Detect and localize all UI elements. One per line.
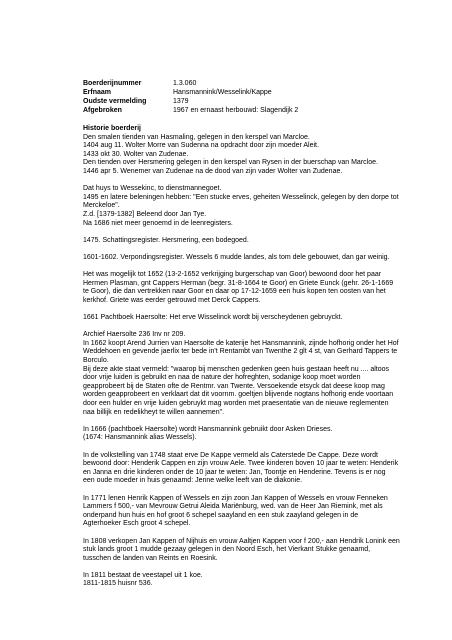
- text-line: Bij deze akte staat vermeld: "waarop bij menschen gedenken geen huis gestaan heeft nu .... altoos: [83, 365, 390, 373]
- document-content: [83, 80, 400, 598]
- text-line: naa billijk en redelikheyt te willen aannemen".: [83, 408, 225, 416]
- text-line: 1446 apr 5. Wenemer van Zudenae na de dood van zijn vader Wolter van Zudenae.: [83, 167, 343, 175]
- text-line: In 1666 (pachtboek Haersolte) wordt Hansmannink gebruikt door Asken Drieses.: [83, 425, 333, 433]
- section-heading: Historie boerderij: [83, 125, 141, 132]
- text-line: 1404 aug 11. Wolter Morre van Sudenna na opdracht door zijn moeder Aleit.: [83, 142, 319, 150]
- farm-metadata: [83, 80, 373, 116]
- text-line: en Janna en drie kinderen onder de 10 jaar te weten: Jan, Toontje en Henderine. Tevens is er nog: [83, 468, 386, 476]
- text-line: Agterhoeker Esch groot 4 schepel.: [83, 520, 191, 528]
- text-line: Weddehoen en gevende jaerlix ter bede in't Rentambt van Twenthe 2 glt 4 st, van Gerhard Tappers te: [83, 348, 398, 356]
- paragraph: [83, 426, 373, 443]
- paragraph: [83, 133, 378, 177]
- paragraph: [83, 185, 399, 228]
- paragraph: [83, 451, 399, 486]
- text-line: bewoond door: Henderik Cappen en zijn vrouw Aele. Twee kinderen boven 10 jaar te weten: Henderik: [83, 460, 399, 468]
- text-line: onderpand hun huis en hof groot 6 schepel saayland en een stuk zaayland gelegen in de: [83, 511, 359, 519]
- text-line: Z.d. [1379-1382] Beleend door Jan Tye.: [83, 210, 207, 218]
- text-line: (1674: Hansmannink alias Wessels).: [83, 434, 197, 442]
- text-line: 1811-1815 huisnr 536.: [83, 580, 153, 588]
- text-line: Lammers f 500,- van Mevrouw Getrui Aleida Mariënburg, wed. van de Heer Jan Riemink, met als: [83, 503, 383, 511]
- metadata-value: 1967 en ernaast herbouwd: Slagendijk 2: [173, 107, 299, 114]
- text-line: door een hulder en vrije luiden gebruykt mag worden met praesentatie van de nieuwe reglementen: [83, 400, 389, 407]
- text-line: 1601-1602. Verpondingsregister. Wessels 6 mudde landes, als tom dele gebouwet, dan gar weinig.: [83, 253, 390, 261]
- text-line: worden geapprobeert en verklaart dat dit voornm. goeltjen blijvende nogtans hofhorig ende voortaan: [83, 391, 394, 399]
- text-line: Hermen Plasman, gnt Cappers Herman (begr. 31-8-1664 te Goor) en Griete Eunck (gehr. 26-1-1669: [83, 279, 394, 287]
- paragraph: [83, 271, 394, 305]
- text-line: Den smalen tienden van Hasmaling, gelegen in den kerspel van Marcloe.: [83, 133, 310, 141]
- paragraph: [83, 314, 373, 323]
- paragraph: [83, 537, 400, 564]
- paragraph: [83, 253, 390, 263]
- text-line: In 1808 verkopen Jan Kappen of Nijhuis en vrouw Aaltjen Kappen voor f 200,- aan Hendrik Lonink een: [83, 537, 400, 545]
- metadata-row: [83, 107, 373, 116]
- metadata-row: [83, 89, 373, 98]
- paragraph: [83, 572, 373, 589]
- text-line: tusschen de landen van Reints en Roesink.: [83, 554, 218, 562]
- text-line: 1661 Pachtboek Haersolte: Het erve Wisselinck wordt bij verscheydenen gebruyckt.: [83, 314, 343, 322]
- text-line: te Goor), die dan vertrekken naar Goor en daar op 17-12-1659 een huis kopen ten oosten van het: [83, 288, 386, 296]
- text-line: Dat huys to Wessekinc, to dienstmannegoet.: [83, 185, 222, 193]
- metadata-value: Hansmannink/Wesselink/Kappe: [173, 89, 272, 96]
- history-text: [83, 133, 400, 589]
- text-line: 1433 okt 30. Wolter van Zudenae.: [83, 150, 189, 158]
- text-line: een oude moeder in huis genaamd: Jenne welke leeft van de diakonie.: [83, 477, 303, 485]
- paragraph: [83, 237, 373, 246]
- text-line: door vrije luiden is gebruikt en naa de nature der hofreghten, sodanige koop moet worden: [83, 374, 361, 382]
- text-line: Na 1686 niet meer genoemd in de leenregisters.: [83, 219, 233, 227]
- text-line: 1495 en latere beleningen hebben: "Een stucke erves, geheiten Wesselinck, gelegen by den dorpe tot: [83, 193, 399, 201]
- text-line: Het was mogelijk tot 1652 (13-2-1652 verkrijging burgerschap van Goor) bewoond door het paar: [83, 271, 382, 279]
- text-line: In 1811 bestaat de veestapel uit 1 koe.: [83, 571, 203, 579]
- metadata-label: Afgebroken: [83, 107, 122, 114]
- text-line: kerkhof. Griete was eerder getrouwd met Derck Cappers.: [83, 296, 261, 304]
- text-line: In 1771 lenen Henrik Kappen of Wessels en zijn zoon Jan Kappen of Wessels en vrouw Fenneken: [83, 494, 388, 502]
- metadata-label: Erfnaam: [83, 89, 112, 96]
- paragraph: [83, 331, 399, 417]
- text-line: In de volkstelling van 1748 staat erve De Kappe vermeld als Caterstede De Cappe. Deze wordt: [83, 451, 378, 459]
- text-line: geapprobeert bij de Staten ofte de Rentmr. van Twente. Versoekende etsyck dat deese koop mag: [83, 382, 385, 390]
- metadata-label: Oudste vermelding: [83, 98, 147, 105]
- text-line: Merckeloe".: [83, 202, 120, 210]
- metadata-label: Boerderijnummer: [83, 80, 142, 87]
- metadata-value: 1379: [173, 98, 189, 105]
- metadata-row: [83, 80, 373, 89]
- paragraph: [83, 494, 388, 529]
- metadata-row: [83, 98, 373, 107]
- text-line: Borculo.: [83, 357, 109, 365]
- text-line: Archief Haersolte 236 Inv nr 209.: [83, 331, 186, 339]
- text-line: Den tienden over Hersmering gelegen in den kerspel van Rysen in der buerschap van Marcloe.: [83, 159, 378, 167]
- metadata-value: 1.3.060: [173, 80, 197, 87]
- text-line: 1475. Schattingsregister. Hersmering, een bodegoed.: [83, 236, 249, 244]
- text-line: In 1662 koopt Arend Jurrien van Haersolte de katerije het Hansmannink, zijnde hofhorig onder het Hof: [83, 339, 399, 347]
- text-line: stuk lands groot 1 mudde gezaay gelegen in den Noord Esch, het Vierkant Stukke genaamd,: [83, 546, 371, 554]
